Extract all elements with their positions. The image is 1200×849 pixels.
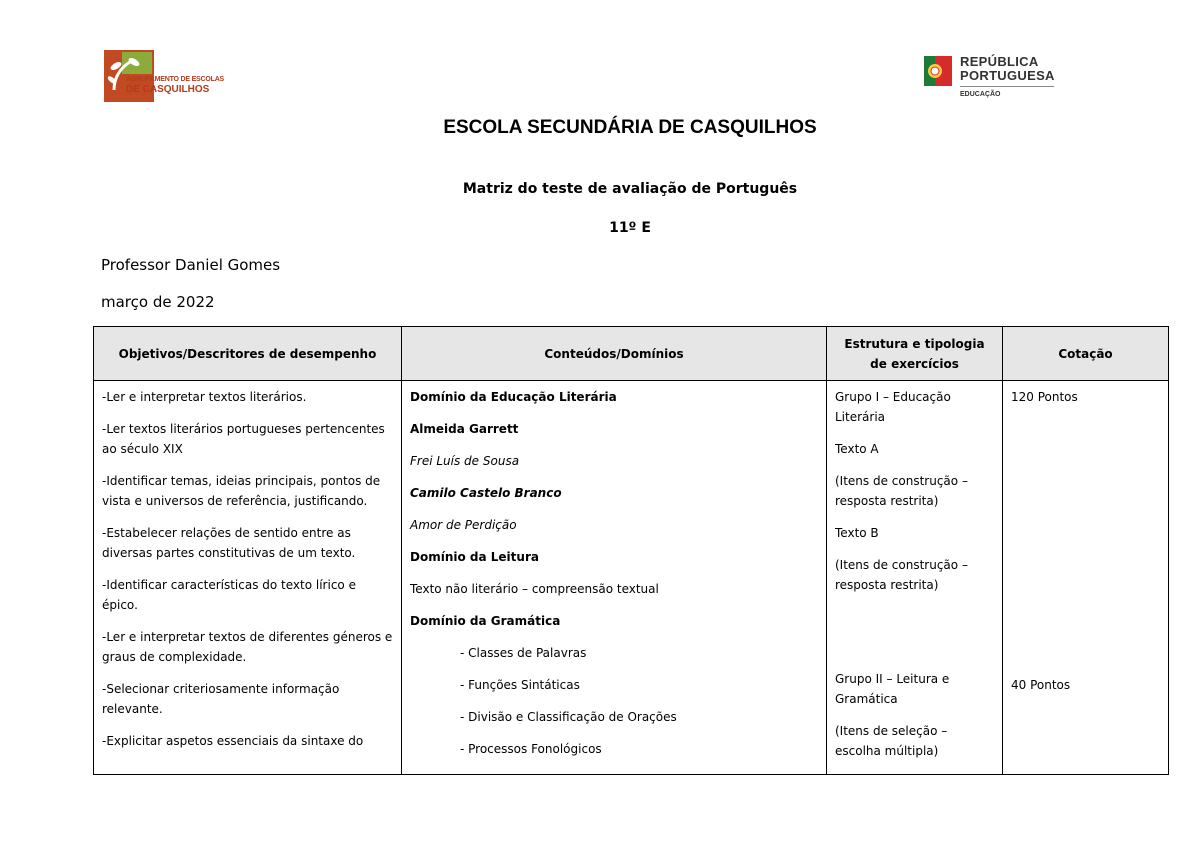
grammar-item: - Divisão e Classificação de Orações	[460, 710, 677, 724]
group2-items: (Itens de seleção – escolha múltipla)	[835, 724, 948, 758]
class-label: 11º E	[609, 220, 651, 236]
document-date: março de 2022	[101, 293, 215, 311]
author-item: Camilo Castelo Branco	[410, 486, 562, 500]
objective-item: -Ler e interpretar textos literários.	[102, 390, 307, 404]
domain-literary-education: Domínio da Educação Literária	[410, 390, 617, 404]
table-header-row	[94, 327, 1169, 381]
structure-cell	[827, 381, 1003, 775]
objective-item: -Selecionar criteriosamente informação relevante.	[102, 682, 340, 716]
points-cell	[1003, 381, 1169, 775]
text-a-items: (Itens de construção – resposta restrita)	[835, 474, 968, 508]
domain-reading: Domínio da Leitura	[410, 550, 539, 564]
points-spacer	[1011, 407, 1160, 675]
government-logo	[924, 54, 1059, 102]
republic-line1: REPÚBLICA	[960, 54, 1039, 69]
domain-grammar: Domínio da Gramática	[410, 614, 561, 628]
school-logo-line1: AGRUPAMENTO DE ESCOLAS	[126, 76, 225, 83]
assessment-matrix-table	[93, 326, 1169, 775]
objective-item: -Identificar temas, ideias principais, pontos de vista e universos de referência, justificando.	[102, 474, 381, 508]
work-item: Amor de Perdição	[410, 518, 517, 532]
objective-item: -Estabelecer relações de sentido entre as diversas partes constitutivas de um texto.	[102, 526, 356, 560]
contents-cell	[402, 381, 827, 775]
objective-item: -Ler textos literários portugueses pertencentes ao século XIX	[102, 422, 385, 456]
teacher-name: Professor Daniel Gomes	[101, 256, 281, 274]
republic-emblem-icon	[924, 56, 952, 86]
author-item: Almeida Garrett	[410, 422, 519, 436]
group2-label: Grupo II – Leitura e Gramática	[835, 672, 950, 706]
text-b-items: (Itens de construção – resposta restrita)	[835, 558, 968, 592]
objectives-cell	[94, 381, 402, 775]
objective-item: -Explicitar aspetos essenciais da sintaxe do	[102, 734, 364, 748]
text-a-label: Texto A	[835, 442, 879, 456]
text-b-label: Texto B	[835, 526, 879, 540]
school-title: ESCOLA SECUNDÁRIA DE CASQUILHOS	[443, 117, 817, 138]
school-logo	[104, 50, 225, 102]
objective-item: -Identificar características do texto lírico e épico.	[102, 578, 356, 612]
header-objectives: Objetivos/Descritores de desempenho	[94, 327, 402, 381]
work-item: Frei Luís de Sousa	[410, 454, 520, 468]
republic-line2: PORTUGUESA	[960, 68, 1055, 83]
reading-item: Texto não literário – compreensão textual	[410, 582, 659, 596]
objective-item: -Ler e interpretar textos de diferentes géneros e graus de complexidade.	[102, 630, 393, 664]
school-logo-line2: DE CASQUILHOS	[126, 84, 210, 95]
table-row	[94, 381, 1169, 775]
group1-label: Grupo I – Educação Literária	[835, 390, 951, 424]
grammar-item: - Funções Sintáticas	[460, 678, 580, 692]
structure-spacer	[835, 607, 994, 669]
header-contents: Conteúdos/Domínios	[402, 327, 827, 381]
header-structure: Estrutura e tipologia de exercícios	[827, 327, 1003, 381]
logo-divider	[960, 86, 1054, 87]
group2-points: 40 Pontos	[1011, 678, 1071, 692]
grammar-item: - Processos Fonológicos	[460, 742, 602, 756]
document-subtitle: Matriz do teste de avaliação de Português	[462, 181, 798, 197]
grammar-item: - Classes de Palavras	[460, 646, 587, 660]
header-points: Cotação	[1003, 327, 1169, 381]
ministry-label: EDUCAÇÃO	[960, 91, 1001, 98]
group1-points: 120 Pontos	[1011, 390, 1078, 404]
